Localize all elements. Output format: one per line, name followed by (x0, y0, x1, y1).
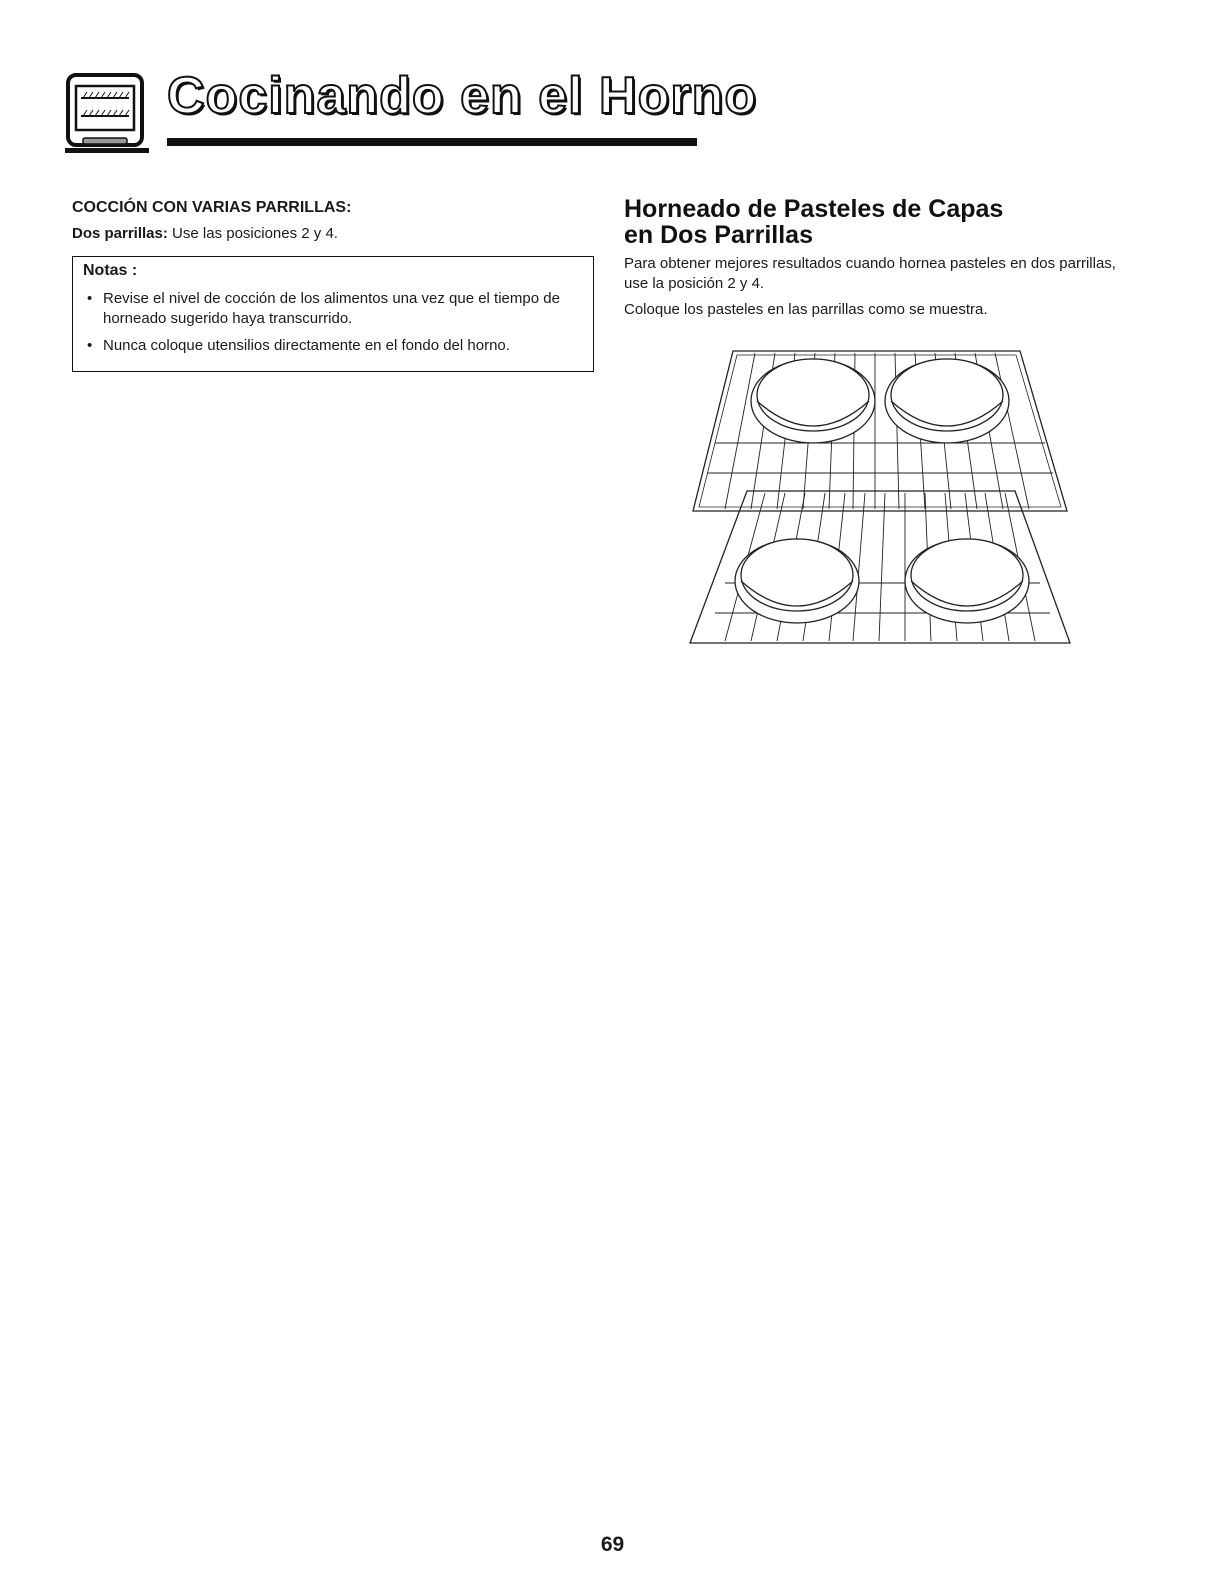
multi-rack-section (72, 198, 597, 372)
subheading-line-2: en Dos Parrillas (624, 221, 813, 249)
note-item: • Nunca coloque utensilios directamente en el fondo del horno. (83, 336, 583, 356)
layer-cakes-section (624, 196, 1124, 320)
lower-right-cake (905, 539, 1029, 623)
section-subheading (624, 196, 1124, 248)
page-title: Cocinando en el Horno (167, 67, 758, 125)
notes-title: Notas : (83, 262, 138, 279)
notes-list (83, 289, 583, 356)
instructions-paragraph: Para obtener mejores resultados cuando hornea pasteles en dos parrillas, use la posición 2 y 4. (624, 255, 1116, 292)
upper-right-cake (885, 359, 1009, 443)
two-racks-text: Use las posiciones 2 y 4. (172, 225, 338, 242)
page-header (65, 62, 758, 154)
oven-icon (65, 72, 149, 156)
section-heading: COCCIÓN CON VARIAS PARRILLAS: (72, 199, 352, 216)
two-racks-label: Dos parrillas: (72, 225, 168, 242)
placement-paragraph: Coloque los pasteles en las parrillas como se muestra. (624, 301, 988, 318)
subheading-line-1: Horneado de Pasteles de Capas (624, 195, 1004, 223)
two-racks-paragraph (72, 224, 597, 244)
lower-left-cake (735, 539, 859, 623)
upper-left-cake (751, 359, 875, 443)
upper-rack-frame (693, 351, 1067, 511)
title-underline (167, 138, 697, 146)
notes-box (72, 256, 594, 372)
oven-racks-illustration (685, 343, 1075, 650)
page-number: 69 (600, 1533, 625, 1556)
note-item: • Revise el nivel de cocción de los alimentos una vez que el tiempo de horneado sugerido haya transcurrido. (83, 289, 583, 329)
upper-rack-wires (707, 353, 1053, 509)
